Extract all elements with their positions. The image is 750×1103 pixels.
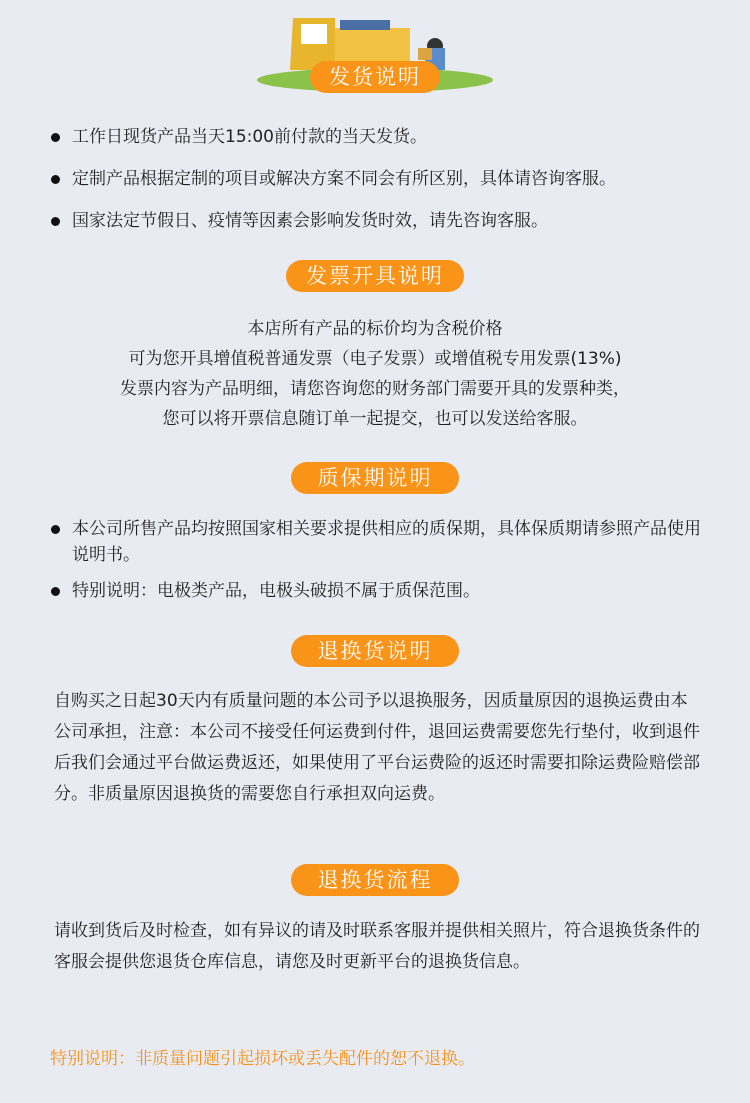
section-title-invoice: 发票开具说明 — [286, 260, 464, 292]
list-item: 工作日现货产品当天15:00前付款的当天发货。 — [48, 124, 710, 150]
list-item: 定制产品根据定制的项目或解决方案不同会有所区别，具体请咨询客服。 — [48, 166, 710, 192]
section-title-warranty: 质保期说明 — [291, 462, 459, 494]
shipping-list — [48, 124, 710, 250]
section-title-process: 退换货流程 — [291, 864, 459, 896]
list-item: 本公司所售产品均按照国家相关要求提供相应的质保期，具体保质期请参照产品使用说明书。 — [48, 516, 706, 568]
returns-text: 自购买之日起30天内有质量问题的本公司予以退换服务，因质量原因的退换运费由本公司承担，注意：本公司不接受任何运费到付件，退回运费需要您先行垫付，收到退件后我们会通过平台做运费返还，如果使用了平台运费险的返还时需要扣除运费险赔偿部分。非质量原因退换货的需要您自行承担双向运费。 — [54, 691, 700, 804]
list-item: 国家法定节假日、疫情等因素会影响发货时效，请先咨询客服。 — [48, 208, 710, 234]
list-item: 特别说明：电极类产品，电极头破损不属于质保范围。 — [48, 578, 706, 604]
section-title-shipping: 发货说明 — [310, 61, 440, 93]
text-line: 本店所有产品的标价均为含税价格 — [247, 319, 503, 339]
text-line: 发票内容为产品明细，请您咨询您的财务部门需要开具的发票种类， — [120, 379, 630, 399]
warranty-list — [48, 516, 706, 620]
section-title-returns: 退换货说明 — [291, 635, 459, 667]
process-text: 请收到货后及时检查，如有异议的请及时联系客服并提供相关照片，符合退换货条件的客服会提供您退货仓库信息，请您及时更新平台的退换货信息。 — [54, 921, 700, 972]
special-note: 特别说明：非质量问题引起损坏或丢失配件的恕不退换。 — [50, 1049, 475, 1069]
invoice-text — [0, 314, 750, 434]
text-line: 可为您开具增值税普通发票（电子发票）或增值税专用发票(13%) — [128, 349, 622, 369]
text-line: 您可以将开票信息随订单一起提交，也可以发送给客服。 — [162, 409, 588, 429]
